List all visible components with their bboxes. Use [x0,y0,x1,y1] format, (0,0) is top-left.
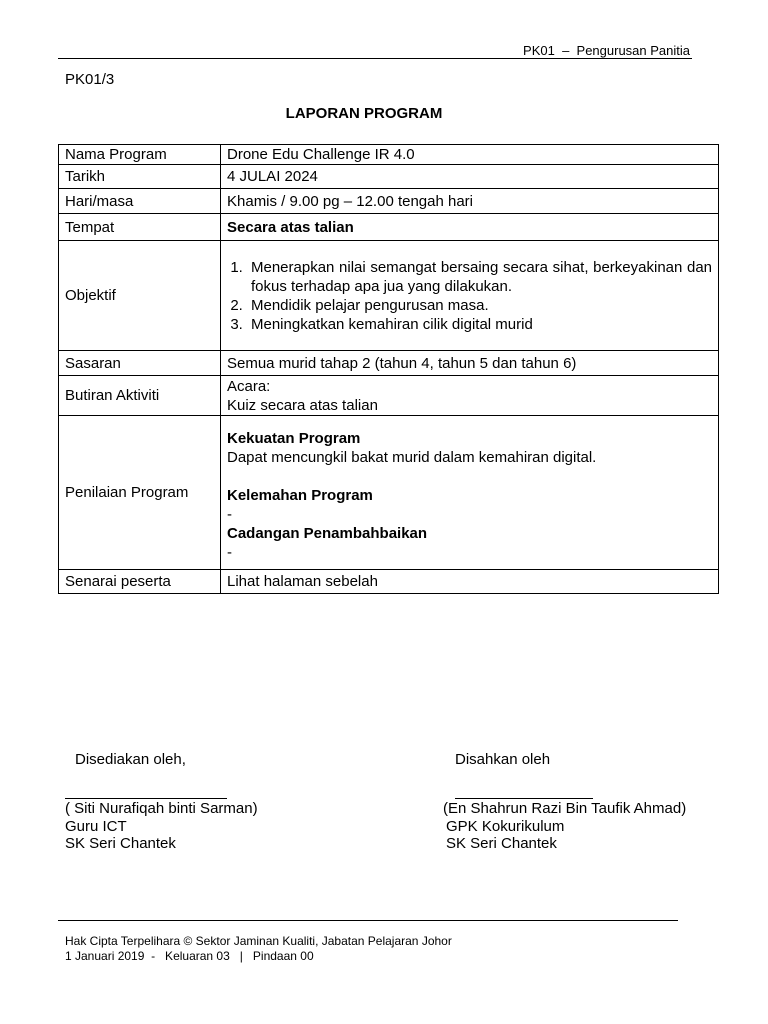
table-row-objektif [59,241,719,351]
hari-masa-label: Hari/masa [59,189,221,214]
approved-by-signature-line [455,798,593,799]
butiran-aktiviti-line2: Kuiz secara atas talian [227,396,378,414]
kelemahan-heading: Kelemahan Program [227,487,373,504]
kekuatan-text: Dapat mencungkil bakat murid dalam kemahiran digital. [227,449,597,466]
prepared-by-name: ( Siti Nurafiqah binti Sarman) [65,800,258,817]
butiran-aktiviti-line1: Acara: [227,377,271,395]
sasaran-label: Sasaran [59,351,221,376]
table-row-butiran-aktiviti [59,376,719,416]
objective-item: 3. Meningkatkan kemahiran cilik digital murid [247,315,712,334]
prepared-by-position: Guru ICT [65,818,127,835]
approved-by-position: GPK Kokurikulum [446,818,565,835]
header-divider [58,58,692,59]
objektif-label: Objektif [59,241,221,351]
penilaian-label: Penilaian Program [59,416,221,570]
table-row-penilaian [59,416,719,570]
kekuatan-heading: Kekuatan Program [227,430,361,447]
document-code: PK01/3 [65,71,115,88]
butiran-aktiviti-value [221,376,719,416]
document-header-code: PK01 – Pengurusan Panitia [523,43,690,58]
prepared-by-heading: Disediakan oleh, [75,751,186,768]
approved-by-heading: Disahkan oleh [455,751,551,768]
table-row-senarai-peserta [59,570,719,594]
footer-edition: 1 Januari 2019 - Keluaran 03 | Pindaan 00 [65,949,314,963]
table-row-nama-program [59,145,719,165]
approved-by-name: (En Shahrun Razi Bin Taufik Ahmad) [443,800,687,817]
objective-item: 2. Mendidik pelajar pengurusan masa. [247,296,712,315]
page-title: LAPORAN PROGRAM [285,105,443,122]
tarikh-value: 4 JULAI 2024 [221,165,719,189]
cadangan-text: - [227,544,232,561]
hari-masa-value: Khamis / 9.00 pg – 12.00 tengah hari [221,189,719,214]
kelemahan-text: - [227,506,232,523]
objektif-value [221,241,719,351]
penilaian-value [221,416,719,570]
butiran-aktiviti-label: Butiran Aktiviti [59,376,221,416]
table-row-hari-masa [59,189,719,214]
objective-item: 1. Menerapkan nilai semangat bersaing secara sihat, berkeyakinan dan fokus terhadap apa jua yang dilakukan. [247,258,712,296]
senarai-peserta-value: Lihat halaman sebelah [221,570,719,594]
report-table [58,144,719,594]
cadangan-heading: Cadangan Penambahbaikan [227,525,428,542]
objectives-list [227,258,712,334]
prepared-by-school: SK Seri Chantek [65,835,176,852]
nama-program-label: Nama Program [59,145,221,165]
footer-divider [58,920,678,921]
nama-program-value: Drone Edu Challenge IR 4.0 [221,145,719,165]
table-row-sasaran [59,351,719,376]
tempat-value: Secara atas talian [221,214,719,241]
senarai-peserta-label: Senarai peserta [59,570,221,594]
tarikh-label: Tarikh [59,165,221,189]
tempat-label: Tempat [59,214,221,241]
prepared-by-signature-line [65,798,227,799]
sasaran-value: Semua murid tahap 2 (tahun 4, tahun 5 dan tahun 6) [221,351,719,376]
footer-copyright: Hak Cipta Terpelihara © Sektor Jaminan Kualiti, Jabatan Pelajaran Johor [65,934,452,948]
table-row-tarikh [59,165,719,189]
approved-by-school: SK Seri Chantek [446,835,557,852]
table-row-tempat [59,214,719,241]
